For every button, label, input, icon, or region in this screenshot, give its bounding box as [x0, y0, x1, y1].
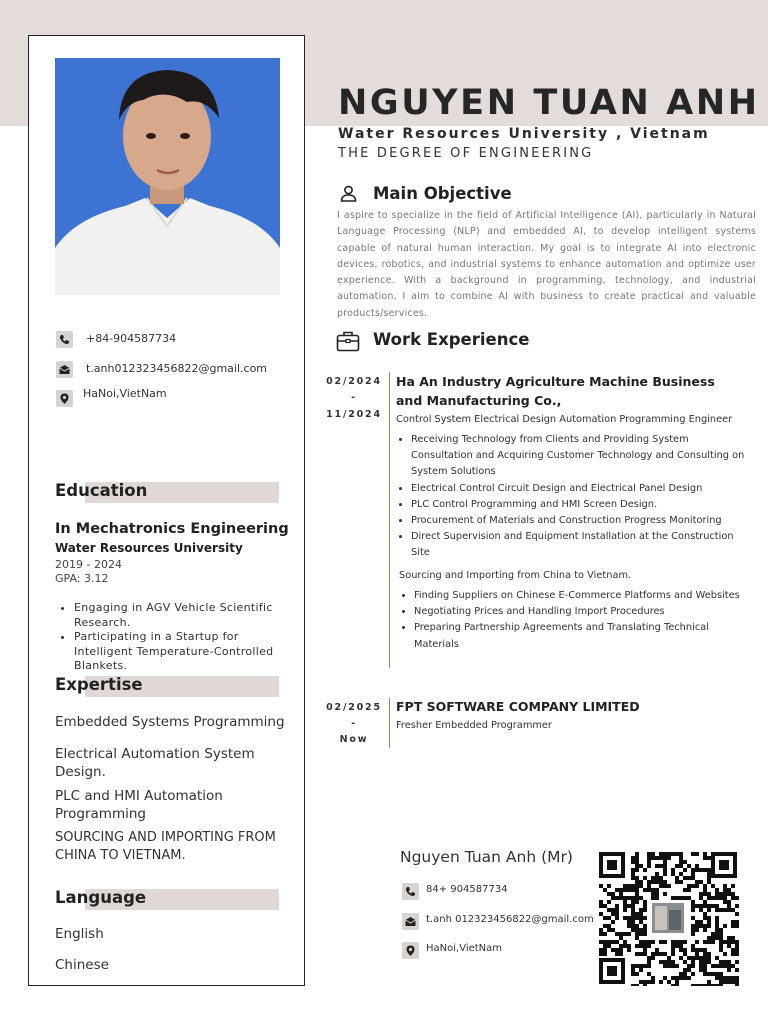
- footer-email: t.anh 012323456822@gmail.com: [426, 914, 594, 925]
- language-item: English: [55, 926, 104, 942]
- job-start-date: 02/2024: [326, 376, 382, 387]
- list-item: • Procurement of Materials and Construction Progress Monitoring: [411, 513, 748, 529]
- footer-location: HaNoi,VietNam: [426, 943, 503, 954]
- envelope-icon: [402, 913, 419, 930]
- list-item: • Direct Supervision and Equipment Installation at the Construction Site: [411, 529, 748, 561]
- list-item: • Participating in a Startup for Intelligent Temperature-Controlled Blankets.: [74, 630, 300, 674]
- phone-icon: [56, 331, 73, 348]
- education-program: In Mechatronics Engineering: [55, 521, 289, 537]
- phone-icon: [402, 883, 419, 900]
- map-pin-icon: [56, 390, 73, 407]
- job-bullets: [396, 432, 748, 562]
- list-item: • Electrical Control Circuit Design and Electrical Panel Design: [411, 481, 748, 497]
- expertise-item: Embedded Systems Programming: [55, 714, 285, 730]
- expertise-item: SOURCING AND IMPORTING FROM CHINA TO VIETNAM.: [55, 830, 276, 863]
- job-company: FPT SOFTWARE COMPANY LIMITED: [396, 699, 640, 714]
- contact-email: t.anh012323456822@gmail.com: [86, 362, 268, 375]
- job-date-dash: -: [351, 718, 357, 729]
- job-end-date: Now: [339, 734, 369, 745]
- profile-photo: [55, 58, 280, 295]
- job-start-date: 02/2025: [326, 702, 382, 713]
- list-item: • Finding Suppliers on Chinese E-Commerce Platforms and Websites: [414, 588, 748, 604]
- education-years: 2019 - 2024: [55, 558, 122, 571]
- list-item: • PLC Control Programming and HMI Screen Design.: [411, 497, 748, 513]
- list-item: • Engaging in AGV Vehicle Scientific Research.: [74, 601, 300, 630]
- job-sub-bullets: [399, 588, 748, 653]
- education-title: Education: [55, 481, 148, 500]
- job-role: Fresher Embedded Programmer: [396, 720, 552, 731]
- user-icon: [339, 184, 358, 203]
- education-bullets: [55, 601, 300, 674]
- page-title: NGUYEN TUAN ANH: [338, 83, 760, 123]
- job-company: Ha An Industry Agriculture Machine Business and Manufacturing Co.,: [396, 374, 715, 408]
- language-item: Chinese: [55, 957, 109, 973]
- qr-code-icon: [597, 850, 739, 986]
- contact-phone: +84-904587734: [86, 332, 177, 345]
- expertise-item: PLC and HMI Automation Programming: [55, 788, 223, 822]
- briefcase-icon: [336, 330, 360, 353]
- footer-name: Nguyen Tuan Anh (Mr): [400, 848, 573, 866]
- list-item: • Negotiating Prices and Handling Import Procedures: [414, 604, 748, 620]
- expertise-item: Electrical Automation System Design.: [55, 746, 255, 780]
- objective-title: Main Objective: [373, 184, 512, 203]
- objective-text: I aspire to specialize in the field of Artificial Intelligence (AI), particularly in Natural Language Processing (NLP) and embedded AI, to develop intelligent systems capable of natural human interaction. My goal is to integrate AI into electronic devices, robotics, and industrial systems to enhance automation and optimize user experience. With a background in programming, technology, and industrial automation, I aim to combine AI with business to create practical and valuable products/services.: [337, 210, 756, 319]
- job-sub-heading: Sourcing and Importing from China to Vietnam.: [399, 570, 632, 581]
- job-role: Control System Electrical Design Automation Programming Engineer: [396, 414, 733, 425]
- education-school: Water Resources University: [55, 541, 243, 555]
- list-item: • Receiving Technology from Clients and Providing System Consultation and Acquiring Customer Technology and Consulting on System Solutions: [411, 432, 748, 481]
- list-item: • Preparing Partnership Agreements and Translating Technical Materials: [414, 620, 748, 652]
- footer-phone: 84+ 904587734: [426, 884, 508, 895]
- header-university: Water Resources University , Vietnam: [338, 126, 710, 142]
- job-end-date: 11/2024: [326, 409, 382, 420]
- language-title: Language: [55, 888, 147, 907]
- education-gpa: GPA: 3.12: [55, 572, 109, 585]
- timeline-line: [389, 698, 390, 748]
- expertise-title: Expertise: [55, 675, 143, 694]
- experience-title: Work Experience: [373, 330, 530, 349]
- header-degree: THE DEGREE OF ENGINEERING: [338, 146, 594, 161]
- map-pin-icon: [402, 942, 419, 959]
- job-date-dash: -: [351, 392, 357, 403]
- envelope-icon: [56, 361, 73, 378]
- timeline-line: [389, 372, 390, 668]
- contact-location: HaNoi,VietNam: [83, 387, 167, 400]
